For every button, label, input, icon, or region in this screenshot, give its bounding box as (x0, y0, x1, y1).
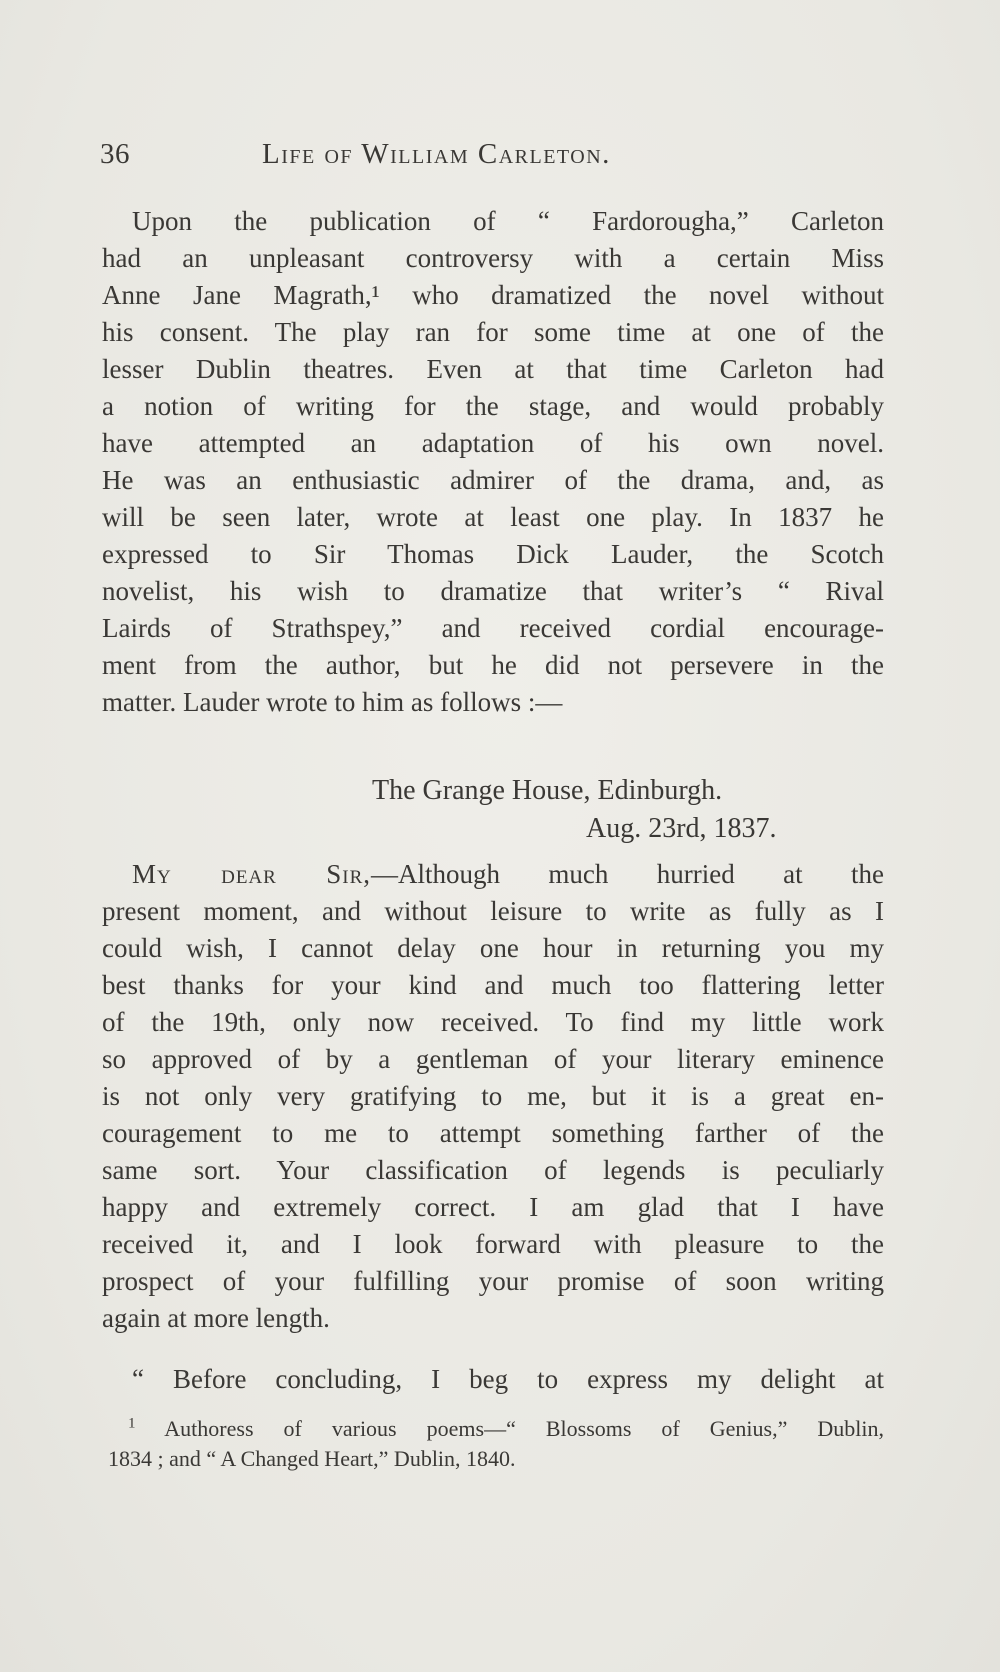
running-head: Life of William Carleton. (262, 138, 611, 170)
letter-first-line (102, 856, 884, 893)
paragraph-carleton-controversy (102, 203, 884, 721)
text-line: “ Before concluding, I beg to express my delight at (132, 1364, 884, 1394)
letter-next-paragraph (102, 1361, 884, 1398)
footnote (108, 1414, 884, 1474)
text-line: of the 19th, only now received. To find my little work (102, 1007, 884, 1037)
text-line: have attempted an adaptation of his own novel. (102, 428, 884, 458)
text-line: prospect of your fulfilling your promise of soon writing (102, 1266, 884, 1296)
text-line: is not only very gratifying to me, but it is a great en- (102, 1081, 884, 1111)
text-line: so approved of by a gentleman of your literary eminence (102, 1044, 884, 1074)
text-line: present moment, and without leisure to write as fully as I (102, 896, 884, 926)
letter-first-line-text: —Although much hurried at the (371, 859, 884, 889)
footnote-first-line (108, 1414, 884, 1444)
text-line: matter. Lauder wrote to him as follows :— (102, 687, 563, 717)
text-line: expressed to Sir Thomas Dick Lauder, the Scotch (102, 539, 884, 569)
footnote-text: Authoress of various poems—“ Blossoms of Genius,” Dublin, (164, 1416, 884, 1441)
text-line: will be seen later, wrote at least one play. In 1837 he (102, 502, 884, 532)
letter-date: Aug. 23rd, 1837. (586, 813, 777, 844)
text-line: same sort. Your classification of legends is peculiarly (102, 1155, 884, 1185)
footnote-line: 1834 ; and “ A Changed Heart,” Dublin, 1840. (108, 1446, 516, 1471)
text-line: best thanks for your kind and much too flattering letter (102, 970, 884, 1000)
page-number: 36 (100, 138, 130, 170)
text-line: could wish, I cannot delay one hour in returning you my (102, 933, 884, 963)
letter-address: The Grange House, Edinburgh. (372, 775, 723, 806)
page-header (100, 138, 900, 178)
text-line: a notion of writing for the stage, and would probably (102, 391, 884, 421)
text-line: received it, and I look forward with pleasure to the (102, 1229, 884, 1259)
text-line: novelist, his wish to dramatize that writer’s “ Rival (102, 576, 884, 606)
text-line: had an unpleasant controversy with a certain Miss (102, 243, 884, 273)
text-line: his consent. The play ran for some time at one of the (102, 317, 884, 347)
text-line: Upon the publication of “ Fardorougha,” Carleton (132, 206, 884, 236)
footnote-marker: 1 (128, 1415, 136, 1432)
text-line: couragement to me to attempt something farther of the (102, 1118, 884, 1148)
letter-body (102, 856, 884, 1337)
text-line: happy and extremely correct. I am glad that I have (102, 1192, 884, 1222)
text-line: Lairds of Strathspey,” and received cordial encourage- (102, 613, 884, 643)
text-line: He was an enthusiastic admirer of the drama, and, as (102, 465, 884, 495)
text-line: ment from the author, but he did not persevere in the (102, 650, 884, 680)
letter-salutation: My dear Sir, (132, 859, 371, 889)
text-line: again at more length. (102, 1303, 330, 1333)
text-line: lesser Dublin theatres. Even at that time Carleton had (102, 354, 884, 384)
text-line: Anne Jane Magrath,¹ who dramatized the novel without (102, 280, 884, 310)
